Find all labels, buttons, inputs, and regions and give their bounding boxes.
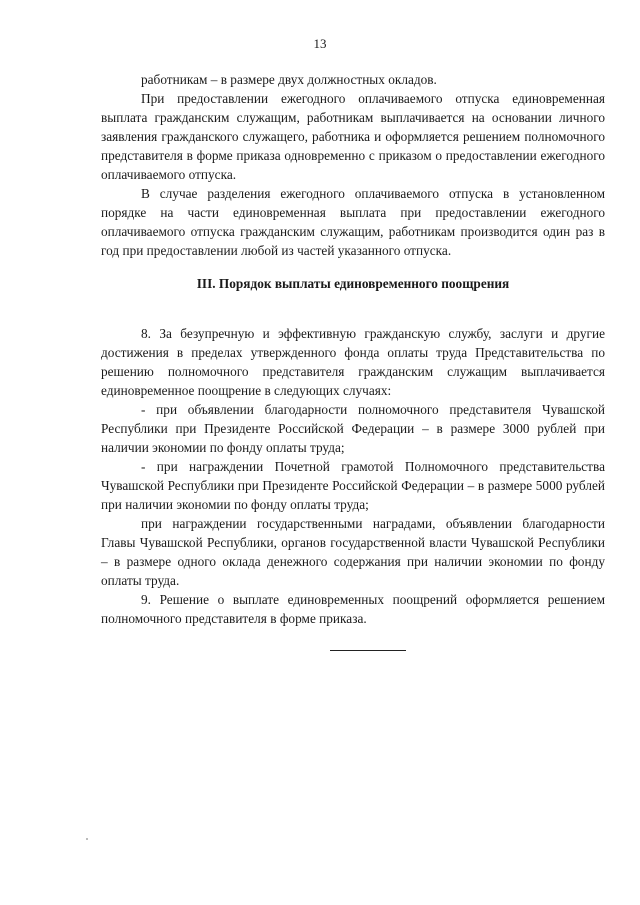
document-body [101,70,605,628]
paragraph-state-awards: при награждении государственными наградами, объявлении благодарности Главы Чувашской Республики, органов государственной власти Чувашской Республики – в размере одного оклада денежного содержания при наличии экономии по фонду оплаты труда. [101,516,605,588]
paragraph-annual-leave-payment: При предоставлении ежегодного оплачиваемого отпуска единовременная выплата гражданским служащим, работникам выплачивается на основании личного заявления гражданского служащего, работника и оформляется решением полномочного представителя в форме приказа одновременно с приказом о предоставлении ежегодного оплачиваемого отпуска. [101,91,605,182]
paragraph-item-9: 9. Решение о выплате единовременных поощрений оформляется решением полномочного представителя в форме приказа. [101,592,605,626]
paragraph-continuation: работникам – в размере двух должностных окладов. [141,72,437,87]
paragraph-item-8: 8. За безупречную и эффективную гражданскую службу, заслуги и другие достижения в пределах утвержденного фонда оплаты труда Представительства по решению полномочного представителя гражданским служащим выплачивается единовременное поощрение в следующих случаях: [101,326,605,398]
page-number: 13 [313,36,327,51]
section-heading: III. Порядок выплаты единовременного поощрения [196,276,510,291]
paragraph-leave-split: В случае разделения ежегодного оплачиваемого отпуска в установленном порядке на части единовременная выплата при предоставлении ежегодного оплачиваемого отпуска гражданским служащим, работникам производится один раз в год при предоставлении любой из частей указанного отпуска. [101,186,605,258]
scan-speck [86,838,88,840]
spacer [101,260,605,274]
paragraph-certificate-5000: - при награждении Почетной грамотой Полномочного представительства Чувашской Республики при Президенте Российской Федерации – в размере 5000 рублей при наличии экономии по фонду оплаты труда; [101,459,605,512]
spacer [101,293,605,324]
paragraph-gratitude-3000: - при объявлении благодарности полномочного представителя Чувашской Республики при Президенте Российской Федерации – в размере 3000 рублей при наличии экономии по фонду оплаты труда; [101,402,605,455]
end-of-document-rule [330,650,406,651]
